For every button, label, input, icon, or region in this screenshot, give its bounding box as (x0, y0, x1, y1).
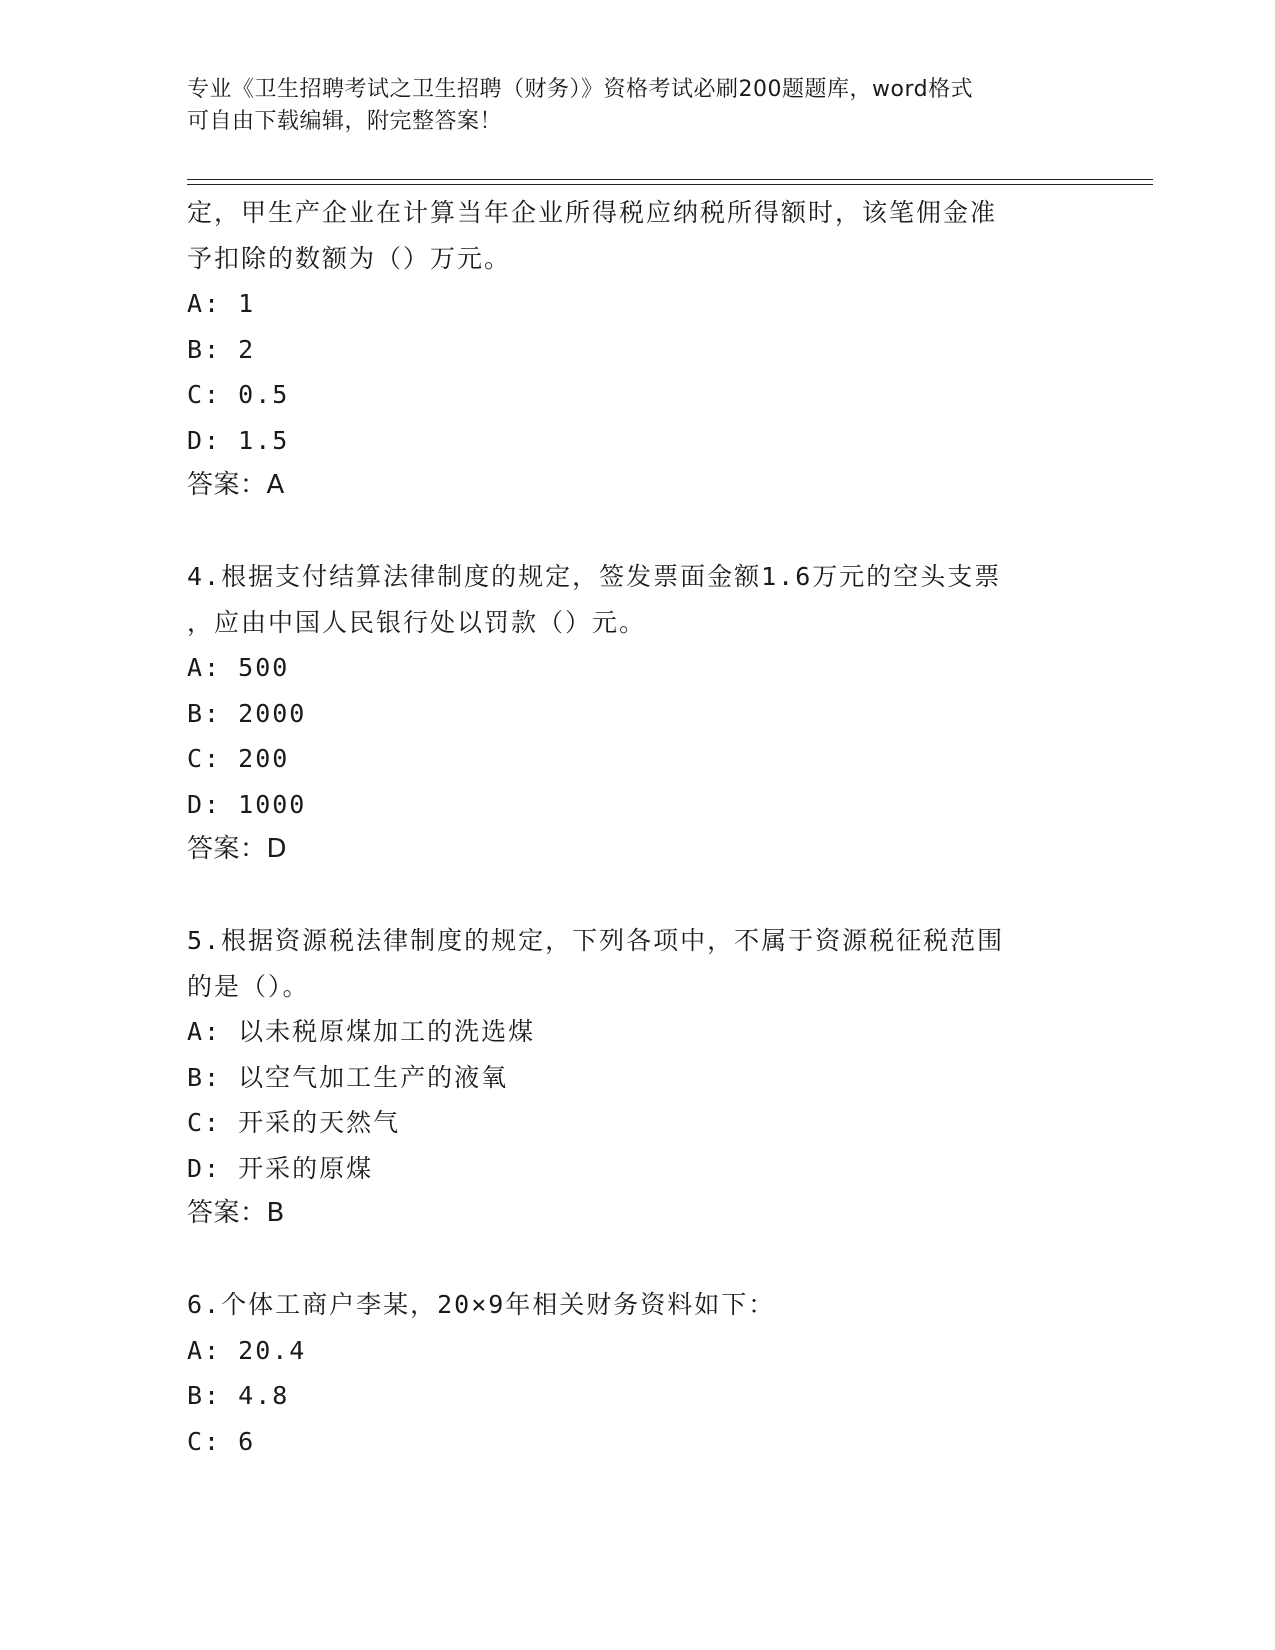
option-c: C: 开采的天然气 (187, 1108, 401, 1137)
header-title-line-1: 专业《卫生招聘考试之卫生招聘（财务）》资格考试必刷200题题库，word格式 (187, 77, 974, 102)
header-divider-bottom (187, 184, 1153, 185)
question-5 (187, 918, 1087, 1237)
option-a: A: 1 (187, 289, 256, 318)
question-3 (187, 190, 1087, 509)
option-c: C: 6 (187, 1426, 256, 1456)
question-list (187, 190, 1087, 1464)
question-spacer (187, 873, 1087, 919)
answer-line: 答案：A (187, 470, 285, 500)
option-c: C: 0.5 (187, 380, 290, 409)
document-header (187, 74, 1067, 138)
question-spacer (187, 1237, 1087, 1283)
option-a: A: 500 (187, 653, 290, 682)
option-d: D: 开采的原煤 (187, 1153, 374, 1183)
option-b: B: 4.8 (187, 1381, 290, 1410)
question-6 (187, 1282, 1087, 1464)
question-spacer (187, 509, 1087, 555)
option-b: B: 2000 (187, 698, 307, 728)
option-b: B: 以空气加工生产的液氧 (187, 1062, 509, 1092)
option-c: C: 200 (187, 744, 290, 773)
header-divider-top (187, 179, 1153, 180)
question-stem: ，应由中国人民银行处以罚款（）元。 (187, 607, 647, 637)
option-d: D: 1.5 (187, 425, 290, 455)
question-stem: 予扣除的数额为（）万元。 (187, 243, 512, 273)
header-title-line-2: 可自由下载编辑，附完整答案！ (187, 109, 503, 134)
option-d: D: 1000 (187, 789, 307, 819)
question-stem: 5.根据资源税法律制度的规定，下列各项中，不属于资源税征税范围 (187, 926, 1005, 955)
option-a: A: 以未税原煤加工的洗选煤 (187, 1017, 536, 1046)
option-a: A: 20.4 (187, 1335, 307, 1365)
question-4 (187, 554, 1087, 873)
question-stem: 的是（）。 (187, 971, 310, 1001)
question-stem: 定，甲生产企业在计算当年企业所得税应纳税所得额时，该笔佣金准 (187, 198, 998, 227)
option-b: B: 2 (187, 334, 256, 364)
answer-line: 答案：D (187, 834, 288, 864)
question-stem: 6.个体工商户李某，20×9年相关财务资料如下： (187, 1290, 776, 1319)
answer-line: 答案：B (187, 1198, 285, 1228)
question-stem: 4.根据支付结算法律制度的规定，签发票面金额1.6万元的空头支票 (187, 562, 1002, 591)
